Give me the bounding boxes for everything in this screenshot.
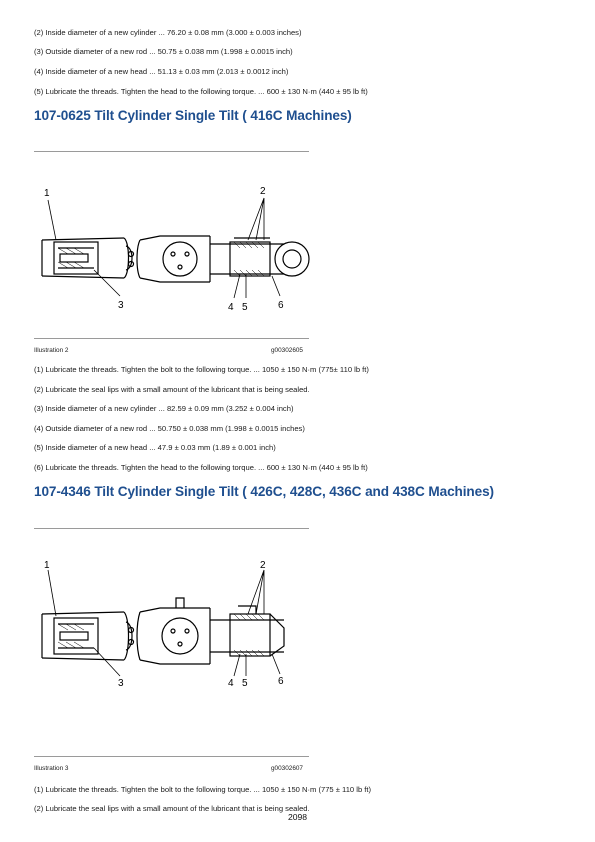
tilt-cylinder-drawing (34, 178, 314, 318)
figure-caption-label: Illustration 2 (34, 347, 69, 354)
figure-graphic-id: g00302605 (271, 347, 303, 354)
note-2-cylinder-diameter: (2) Inside diameter of a new cylinder ... 76.20 ± 0.08 mm (3.000 ± 0.003 inches) (34, 28, 302, 37)
callout-1: 1 (44, 188, 50, 199)
note-5-head-torque: (5) Lubricate the threads. Tighten the head to the following torque. ... 600 ± 130 N·m (440 ± 95 lb ft) (34, 87, 368, 96)
s2-note-1: (1) Lubricate the threads. Tighten the bolt to the following torque. ... 1050 ± 150 N·m (775 ± 110 lb ft) (34, 785, 372, 794)
s2-note-2: (2) Lubricate the seal lips with a small amount of the lubricant that is being sealed. (34, 804, 310, 813)
illustration-3 (34, 558, 314, 698)
section-1-title: 107-0625 Tilt Cylinder Single Tilt ( 416C Machines) (34, 108, 352, 123)
callout-6: 6 (278, 300, 284, 311)
s1-note-5: (5) Inside diameter of a new head ... 47.9 ± 0.03 mm (1.89 ± 0.001 inch) (34, 443, 276, 452)
section-2-title: 107-4346 Tilt Cylinder Single Tilt ( 426C, 428C, 436C and 438C Machines) (34, 484, 494, 499)
section-1-top-rule (34, 151, 309, 152)
note-4-head-diameter: (4) Inside diameter of a new head ... 51.13 ± 0.03 mm (2.013 ± 0.0012 inch) (34, 67, 289, 76)
callout-6: 6 (278, 676, 284, 687)
note-3-rod-diameter: (3) Outside diameter of a new rod ... 50.75 ± 0.038 mm (1.998 ± 0.0015 inch) (34, 47, 293, 56)
figure-graphic-id: g00302607 (271, 765, 303, 772)
section-1-figure-rule (34, 338, 309, 339)
callout-2: 2 (260, 560, 266, 571)
callout-5: 5 (242, 302, 248, 313)
callout-5: 5 (242, 678, 248, 689)
s1-note-6: (6) Lubricate the threads. Tighten the head to the following torque. ... 600 ± 130 N·m (440 ± 95 lb ft) (34, 463, 368, 472)
illustration-2 (34, 178, 314, 318)
callout-4: 4 (228, 302, 234, 313)
section-2-top-rule (34, 528, 309, 529)
s1-note-2: (2) Lubricate the seal lips with a small amount of the lubricant that is being sealed. (34, 385, 310, 394)
callout-3: 3 (118, 678, 124, 689)
callout-4: 4 (228, 678, 234, 689)
figure-caption-label: Illustration 3 (34, 765, 69, 772)
callout-2: 2 (260, 186, 266, 197)
s1-note-3: (3) Inside diameter of a new cylinder ... 82.59 ± 0.09 mm (3.252 ± 0.004 inch) (34, 404, 294, 413)
section-2-figure-rule (34, 756, 309, 757)
tilt-cylinder-drawing (34, 558, 314, 698)
callout-1: 1 (44, 560, 50, 571)
s1-note-4: (4) Outside diameter of a new rod ... 50.750 ± 0.038 mm (1.998 ± 0.0015 inches) (34, 424, 305, 433)
callout-3: 3 (118, 300, 124, 311)
s1-note-1: (1) Lubricate the threads. Tighten the bolt to the following torque. ... 1050 ± 150 N·m (775± 110 lb ft) (34, 365, 369, 374)
page-number: 2098 (287, 812, 308, 822)
